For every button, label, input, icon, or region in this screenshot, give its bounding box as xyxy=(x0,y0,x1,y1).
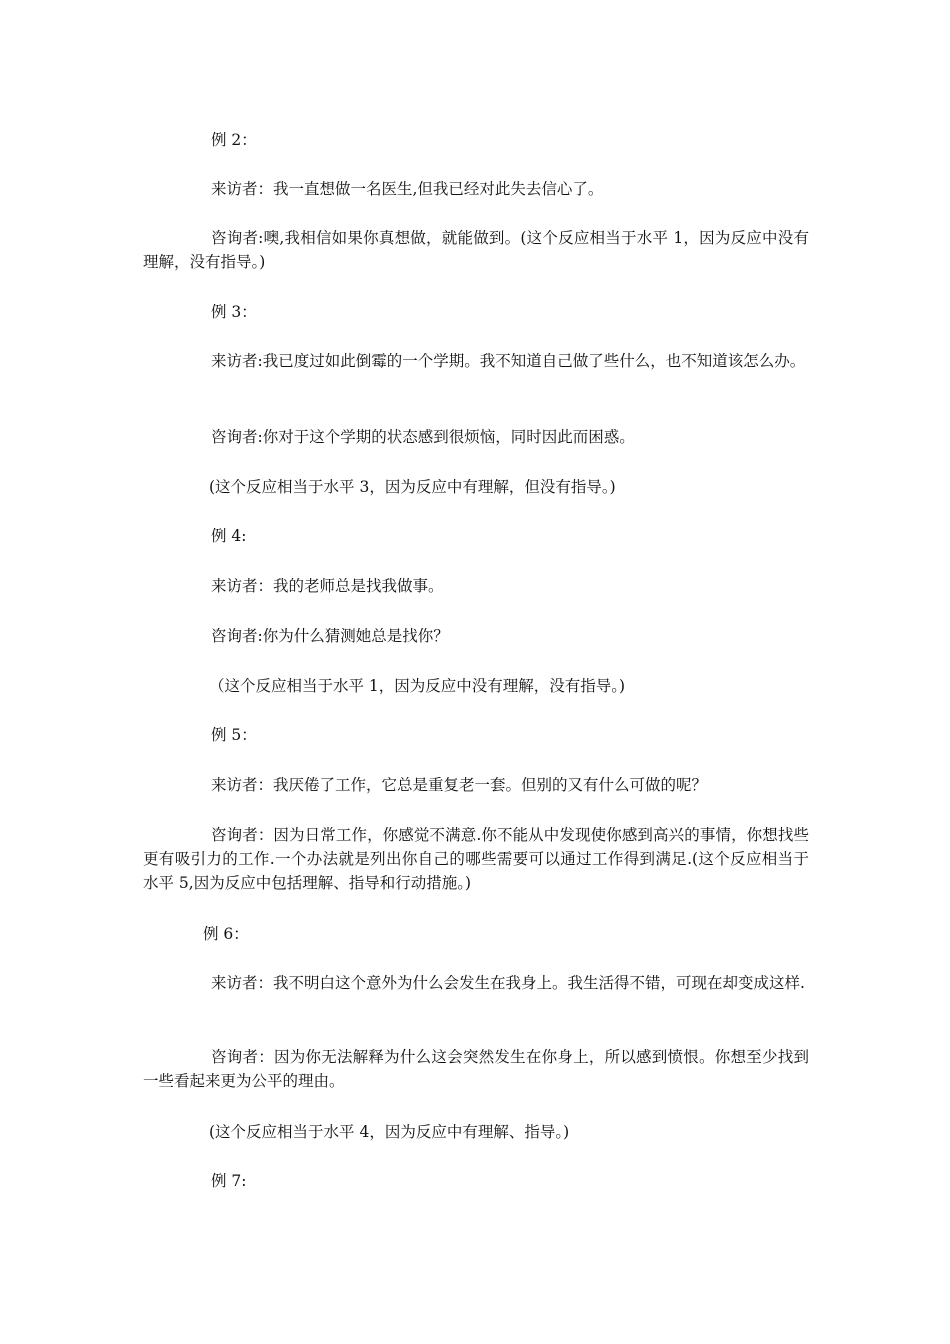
example-6-note: (这个反应相当于水平 4，因为反应中有理解、指导。) xyxy=(209,1123,570,1141)
example-2-counselor-line: 咨询者:噢,我相信如果你真想做，就能做到。(这个反应相当于水平 1，因为反应中没有理解，没有指导。) xyxy=(143,229,809,271)
example-5-heading: 例 5： xyxy=(211,726,257,744)
example-3-counselor-line: 咨询者:你对于这个学期的状态感到很烦恼，同时因此而困惑。 xyxy=(211,428,635,446)
example-7-heading: 例 7: xyxy=(211,1172,247,1190)
example-4-note: （这个反应相当于水平 1，因为反应中没有理解，没有指导。) xyxy=(209,677,626,695)
example-3-visitor-line: 来访者:我已度过如此倒霉的一个学期。我不知道自己做了些什么，也不知道该怎么办。 xyxy=(211,352,806,370)
example-6-heading: 例 6： xyxy=(203,925,249,943)
example-6-counselor-line: 咨询者：因为你无法解释为什么这会突然发生在你身上，所以感到愤恨。你想至少找到一些看起来更为公平的理由。 xyxy=(143,1048,809,1090)
example-4-counselor-line: 咨询者:你为什么猜测她总是找你？ xyxy=(211,627,449,645)
example-2-heading: 例 2： xyxy=(211,131,257,149)
example-4-visitor-line: 来访者：我的老师总是找我做事。 xyxy=(211,577,444,595)
example-5-counselor-line: 咨询者：因为日常工作，你感觉不满意.你不能从中发现使你感到高兴的事情，你想找些更有吸引力的工作.一个办法就是列出你自己的哪些需要可以通过工作得到满足.(这个反应相当于水平 5,因为反应中包括理解、指导和行动措施。) xyxy=(143,826,809,892)
example-6-visitor-line: 来访者：我不明白这个意外为什么会发生在我身上。我生活得不错，可现在却变成这样. xyxy=(211,974,805,992)
example-2-visitor-line: 来访者：我一直想做一名医生,但我已经对此失去信心了。 xyxy=(211,180,604,198)
example-3-note: (这个反应相当于水平 3，因为反应中有理解，但没有指导。) xyxy=(209,478,616,496)
example-4-heading: 例 4: xyxy=(211,527,247,545)
example-5-visitor-line: 来访者：我厌倦了工作，它总是重复老一套。但别的又有什么可做的呢？ xyxy=(211,776,708,794)
example-3-heading: 例 3： xyxy=(211,303,257,321)
